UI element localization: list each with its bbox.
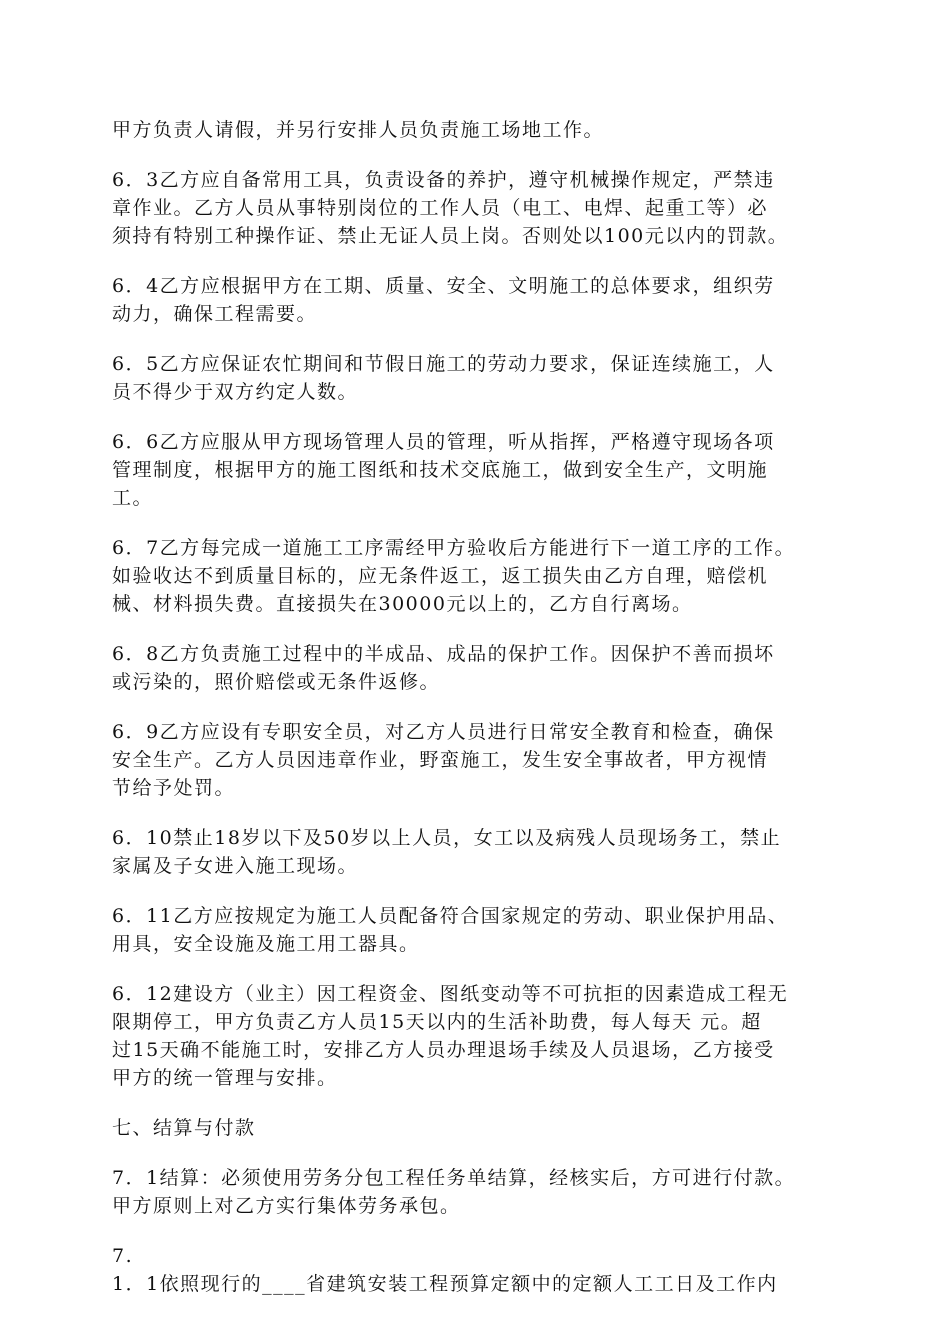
text-line: 6．6乙方应服从甲方现场管理人员的管理，听从指挥，严格遵守现场各项 <box>112 431 775 453</box>
text-line: 6．9乙方应设有专职安全员，对乙方人员进行日常安全教育和检查，确保 <box>112 721 775 743</box>
text-line: 管理制度，根据甲方的施工图纸和技术交底施工，做到安全生产，文明施 <box>112 459 769 481</box>
paragraph <box>112 428 840 512</box>
text-line: 安全生产。乙方人员因违章作业，野蛮施工，发生安全事故者，甲方视情 <box>112 749 769 771</box>
text-line: 6．11乙方应按规定为施工人员配备符合国家规定的劳动、职业保护用品、 <box>112 905 789 927</box>
text-line: 如验收达不到质量目标的，应无条件返工，返工损失由乙方自理，赔偿机 <box>112 565 769 587</box>
text-line: 甲方负责人请假，并另行安排人员负责施工场地工作。 <box>112 119 605 141</box>
text-line: 7．1结算：必须使用劳务分包工程任务单结算，经核实后，方可进行付款。 <box>112 1167 796 1189</box>
paragraph <box>112 272 840 328</box>
text-line: 须持有特别工种操作证、禁止无证人员上岗。否则处以100元以内的罚款。 <box>112 225 789 247</box>
text-line: 七、结算与付款 <box>112 1117 256 1139</box>
paragraph <box>112 980 840 1092</box>
text-line: 工。 <box>112 487 154 509</box>
paragraph <box>112 640 840 696</box>
text-line: 过15天确不能施工时，安排乙方人员办理退场手续及人员退场，乙方接受 <box>112 1039 775 1061</box>
paragraph <box>112 902 840 958</box>
text-line: 6．8乙方负责施工过程中的半成品、成品的保护工作。因保护不善而损坏 <box>112 643 775 665</box>
paragraph <box>112 1164 840 1220</box>
text-line: 1．1依照现行的____省建筑安装工程预算定额中的定额人工工日及工作内 <box>112 1273 778 1295</box>
text-line: 6．5乙方应保证农忙期间和节假日施工的劳动力要求，保证连续施工，人 <box>112 353 775 375</box>
text-line: 限期停工，甲方负责乙方人员15天以内的生活补助费，每人每天 元。超 <box>112 1011 762 1033</box>
document-page <box>112 116 840 1320</box>
text-line: 甲方原则上对乙方实行集体劳务承包。 <box>112 1195 461 1217</box>
text-line: 甲方的统一管理与安排。 <box>112 1067 338 1089</box>
text-line: 6．12建设方（业主）因工程资金、图纸变动等不可抗拒的因素造成工程无 <box>112 983 789 1005</box>
text-line: 6．7乙方每完成一道施工工序需经甲方验收后方能进行下一道工序的工作。 <box>112 537 796 559</box>
paragraph <box>112 350 840 406</box>
paragraph <box>112 116 840 144</box>
paragraph <box>112 166 840 250</box>
text-line: 6．10禁止18岁以下及50岁以上人员，女工以及病残人员现场务工，禁止 <box>112 827 782 849</box>
text-line: 动力，确保工程需要。 <box>112 303 318 325</box>
text-line: 6．3乙方应自备常用工具，负责设备的养护，遵守机械操作规定，严禁违 <box>112 169 775 191</box>
text-line: 用具，安全设施及施工用工器具。 <box>112 933 420 955</box>
paragraph <box>112 1114 840 1142</box>
text-line: 械、材料损失费。直接损失在30000元以上的，乙方自行离场。 <box>112 593 693 615</box>
text-line: 家属及子女进入施工现场。 <box>112 855 359 877</box>
paragraph <box>112 824 840 880</box>
paragraph <box>112 718 840 802</box>
text-line: 或污染的，照价赔偿或无条件返修。 <box>112 671 441 693</box>
text-line: 员不得少于双方约定人数。 <box>112 381 359 403</box>
paragraph <box>112 534 840 618</box>
text-line: 6．4乙方应根据甲方在工期、质量、安全、文明施工的总体要求，组织劳 <box>112 275 775 297</box>
text-line: 7. <box>112 1245 134 1267</box>
text-line: 章作业。乙方人员从事特别岗位的工作人员（电工、电焊、起重工等）必 <box>112 197 769 219</box>
text-line: 节给予处罚。 <box>112 777 236 799</box>
paragraph <box>112 1242 840 1298</box>
